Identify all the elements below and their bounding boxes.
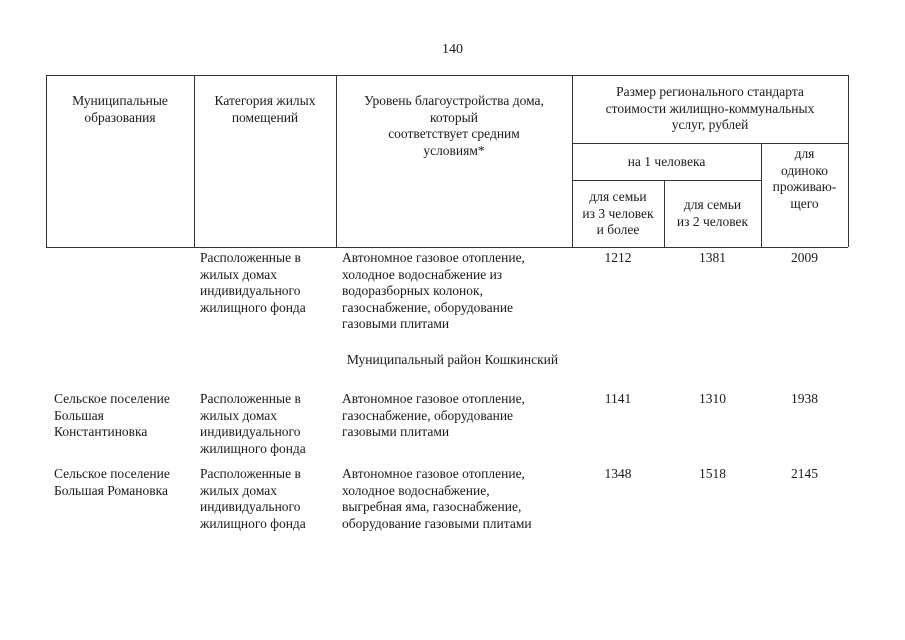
header-single: для одиноко проживаю- щего <box>772 146 837 211</box>
row-value-family-3: 1348 <box>604 466 632 481</box>
row-value-family-3: 1141 <box>604 391 632 406</box>
header-family-3: для семьи из 3 человек и более <box>582 189 654 237</box>
row-level: Автономное газовое отопление, холодное водоснабжение из водоразборных колонок, газоснабжение, оборудование газовыми плитами <box>342 250 525 331</box>
table-header-bottom-border <box>46 247 848 248</box>
row-value-family-2: 1518 <box>699 466 726 481</box>
row-value-single: 2009 <box>791 250 818 265</box>
table-top-border <box>46 75 848 76</box>
row-level: Автономное газовое отопление, газоснабжение, оборудование газовыми плитами <box>342 391 525 439</box>
per-person-divider <box>572 180 761 181</box>
row-category: Расположенные в жилых домах индивидуального жилищного фонда <box>200 391 306 456</box>
row-category: Расположенные в жилых домах индивидуального жилищного фонда <box>200 250 306 315</box>
header-per-person: на 1 человека <box>627 154 706 169</box>
row-level: Автономное газовое отопление, холодное водоснабжение, выгребная яма, газоснабжение, оборудование газовыми плитами <box>342 466 532 531</box>
header-level: Уровень благоустройства дома, который соответствует средним условиям* <box>364 93 544 158</box>
header-category: Категория жилых помещений <box>214 93 316 125</box>
row-category: Расположенные в жилых домах индивидуального жилищного фонда <box>200 466 306 531</box>
page-number: 140 <box>442 42 463 57</box>
row-value-family-2: 1381 <box>699 250 726 265</box>
row-value-family-2: 1310 <box>699 391 726 406</box>
col-border-right <box>848 75 849 247</box>
row-value-single: 1938 <box>791 391 818 406</box>
header-standard-group: Размер регионального стандарта стоимости жилищно-коммунальных услуг, рублей <box>605 84 815 132</box>
group-divider <box>572 143 848 144</box>
row-value-family-3: 1212 <box>604 250 632 265</box>
row-value-single: 2145 <box>791 466 818 481</box>
header-municipality: Муниципальные образования <box>72 93 168 125</box>
row-municipality: Сельское поселение Большая Константиновка <box>54 391 170 439</box>
header-family-2: для семьи из 2 человек <box>676 197 749 229</box>
section-title: Муниципальный район Кошкинский <box>346 352 559 367</box>
row-municipality: Сельское поселение Большая Романовка <box>54 466 170 498</box>
